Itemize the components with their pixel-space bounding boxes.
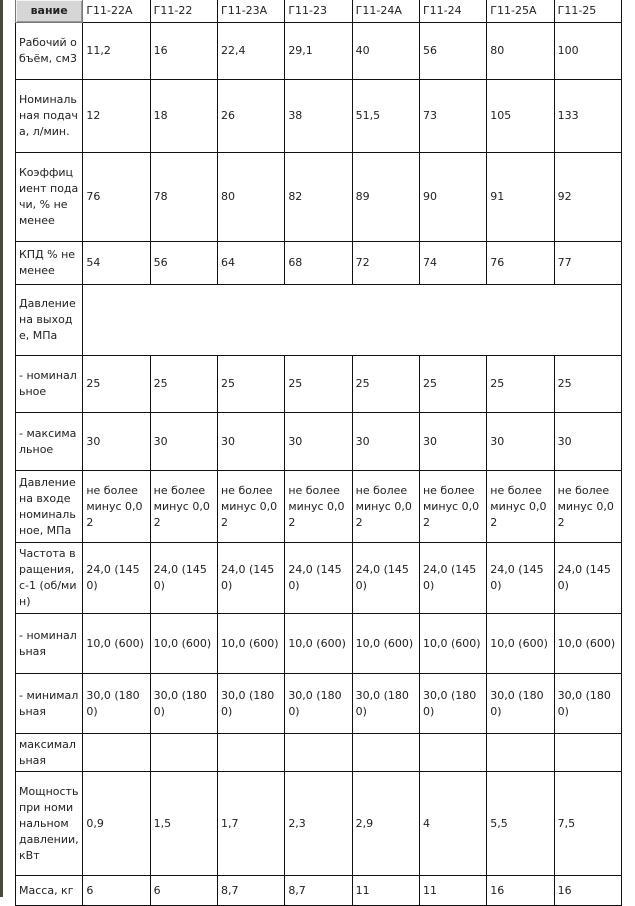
table-cell: 10,0 (600)	[487, 614, 554, 674]
table-cell	[150, 734, 217, 772]
table-cell: 10,0 (600)	[554, 614, 621, 674]
table-cell: 24,0 (1450)	[83, 543, 150, 614]
window-edge	[0, 0, 3, 897]
table-row	[16, 23, 622, 80]
column-header: Г11-23А	[217, 0, 284, 23]
table-cell: 90	[419, 153, 486, 242]
table-cell: 11,2	[83, 23, 150, 80]
table-cell	[217, 734, 284, 772]
table-cell: 133	[554, 80, 621, 153]
table-cell: 1,7	[217, 772, 284, 876]
table-cell: 16	[150, 23, 217, 80]
table-cell: 30	[150, 413, 217, 471]
table-cell: 105	[487, 80, 554, 153]
table-cell: 16	[487, 876, 554, 906]
table-cell: 92	[554, 153, 621, 242]
column-header: Г11-25А	[487, 0, 554, 23]
row-label: - максимальное	[16, 413, 83, 471]
table-cell: 30,0 (1800)	[487, 674, 554, 734]
table-cell: 64	[217, 242, 284, 285]
table-cell: 40	[352, 23, 419, 80]
row-label: Коэффициент подачи, % не менее	[16, 153, 83, 242]
table-cell: 8,7	[217, 876, 284, 906]
column-header: Г11-24	[419, 0, 486, 23]
table-cell	[352, 734, 419, 772]
table-cell: не более минус 0,02	[285, 471, 352, 543]
table-cell: 77	[554, 242, 621, 285]
table-cell: 38	[285, 80, 352, 153]
table-cell: 30	[554, 413, 621, 471]
table-cell	[554, 734, 621, 772]
row-label: Давление на выходе, МПа	[16, 285, 83, 356]
table-row	[16, 80, 622, 153]
row-label: Номинальная подача, л/мин.	[16, 80, 83, 153]
table-row	[16, 153, 622, 242]
table-cell: 18	[150, 80, 217, 153]
table-cell: 100	[554, 23, 621, 80]
table-cell: 25	[150, 356, 217, 413]
column-header: Г11-23	[285, 0, 352, 23]
table-cell: 6	[150, 876, 217, 906]
table-cell: 30,0 (1800)	[419, 674, 486, 734]
table-cell	[487, 734, 554, 772]
table-cell: 12	[83, 80, 150, 153]
table-cell: 54	[83, 242, 150, 285]
table-cell: 82	[285, 153, 352, 242]
row-label: КПД % не менее	[16, 242, 83, 285]
column-header: Г11-25	[554, 0, 621, 23]
table-cell: 24,0 (1450)	[554, 543, 621, 614]
table-cell	[83, 734, 150, 772]
table-cell: 10,0 (600)	[217, 614, 284, 674]
row-label: - номинальная	[16, 614, 83, 674]
table-cell: 25	[285, 356, 352, 413]
table-cell: 25	[217, 356, 284, 413]
table-cell: 24,0 (1450)	[419, 543, 486, 614]
table-cell: 11	[352, 876, 419, 906]
table-row	[16, 242, 622, 285]
table-cell: не более минус 0,02	[487, 471, 554, 543]
table-cell: 10,0 (600)	[352, 614, 419, 674]
column-header: Г11-24А	[352, 0, 419, 23]
row-label: Давление на входе номинальное, МПа	[16, 471, 83, 543]
table-cell-empty	[83, 285, 622, 356]
table-cell: не более минус 0,02	[150, 471, 217, 543]
table-cell: 24,0 (1450)	[217, 543, 284, 614]
table-cell: 80	[487, 23, 554, 80]
row-label: - минимальная	[16, 674, 83, 734]
table-row	[16, 413, 622, 471]
table-row	[16, 614, 622, 674]
table-cell: 4	[419, 772, 486, 876]
table-cell: не более минус 0,02	[352, 471, 419, 543]
header-row	[16, 0, 622, 23]
table-cell: 10,0 (600)	[150, 614, 217, 674]
table-cell: 76	[487, 242, 554, 285]
table-cell: 30,0 (1800)	[83, 674, 150, 734]
row-label: Частота вращения, с-1 (об/мин)	[16, 543, 83, 614]
table-cell: 29,1	[285, 23, 352, 80]
table-cell: 30,0 (1800)	[285, 674, 352, 734]
table-cell: 10,0 (600)	[83, 614, 150, 674]
table-cell: 30,0 (1800)	[150, 674, 217, 734]
table-row	[16, 285, 622, 356]
table-row	[16, 674, 622, 734]
table-cell: 76	[83, 153, 150, 242]
table-cell: 30	[83, 413, 150, 471]
table-cell: 30,0 (1800)	[554, 674, 621, 734]
table-cell: 68	[285, 242, 352, 285]
table-cell: 6	[83, 876, 150, 906]
table-cell: 25	[352, 356, 419, 413]
table-cell: 73	[419, 80, 486, 153]
table-row	[16, 876, 622, 906]
table-cell: 30	[487, 413, 554, 471]
table-cell: 30,0 (1800)	[352, 674, 419, 734]
table-cell: 80	[217, 153, 284, 242]
table-row	[16, 471, 622, 543]
table-cell: 8,7	[285, 876, 352, 906]
column-header: Г11-22А	[83, 0, 150, 23]
table-cell: 1,5	[150, 772, 217, 876]
row-label: Рабочий объём, см3	[16, 23, 83, 80]
table-cell: 10,0 (600)	[285, 614, 352, 674]
table-cell: 25	[83, 356, 150, 413]
table-row	[16, 543, 622, 614]
table-row	[16, 772, 622, 876]
table-cell	[419, 734, 486, 772]
table-cell: 25	[487, 356, 554, 413]
table-cell: 5,5	[487, 772, 554, 876]
table-cell: 78	[150, 153, 217, 242]
table-cell: не более минус 0,02	[217, 471, 284, 543]
table-cell: 24,0 (1450)	[487, 543, 554, 614]
row-label: максимальная	[16, 734, 83, 772]
table-cell: 30	[285, 413, 352, 471]
table-cell: 16	[554, 876, 621, 906]
table-cell: 56	[419, 23, 486, 80]
table-cell: 26	[217, 80, 284, 153]
table-cell: 51,5	[352, 80, 419, 153]
table-cell: 56	[150, 242, 217, 285]
table-row	[16, 356, 622, 413]
table-cell: 10,0 (600)	[419, 614, 486, 674]
pump-specs-table	[15, 0, 622, 906]
table-cell: 25	[554, 356, 621, 413]
table-cell: 25	[419, 356, 486, 413]
table-cell: 11	[419, 876, 486, 906]
column-header-name[interactable]: вание	[16, 0, 83, 23]
table-cell: 2,3	[285, 772, 352, 876]
table-cell: 22,4	[217, 23, 284, 80]
row-label: Масса, кг	[16, 876, 83, 906]
table-cell: 89	[352, 153, 419, 242]
table-cell: 30	[352, 413, 419, 471]
row-label: - номинальное	[16, 356, 83, 413]
table-cell: 91	[487, 153, 554, 242]
table-cell: 72	[352, 242, 419, 285]
table-cell: 24,0 (1450)	[352, 543, 419, 614]
table-cell: 7,5	[554, 772, 621, 876]
table-cell: 2,9	[352, 772, 419, 876]
table-cell: не более минус 0,02	[83, 471, 150, 543]
table-cell: 74	[419, 242, 486, 285]
column-header: Г11-22	[150, 0, 217, 23]
table-cell: не более минус 0,02	[554, 471, 621, 543]
table-cell: 30	[217, 413, 284, 471]
table-cell	[285, 734, 352, 772]
table-cell: 30,0 (1800)	[217, 674, 284, 734]
table-row	[16, 734, 622, 772]
table-cell: 30	[419, 413, 486, 471]
table-cell: 24,0 (1450)	[285, 543, 352, 614]
table-cell: не более минус 0,02	[419, 471, 486, 543]
row-label: Мощность при номинальном давлении, кВт	[16, 772, 83, 876]
table-cell: 24,0 (1450)	[150, 543, 217, 614]
table-cell: 0,9	[83, 772, 150, 876]
